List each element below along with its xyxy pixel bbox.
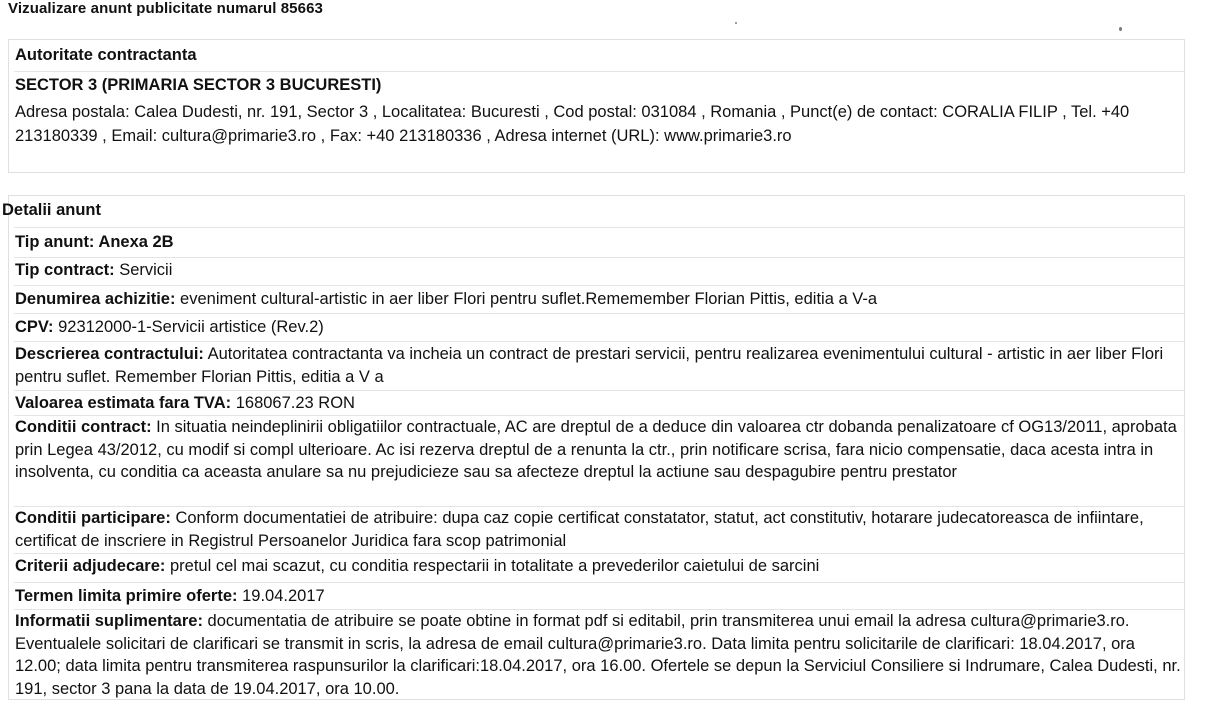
field-value: 168067.23 RON	[231, 394, 355, 412]
field-conditii-participare	[15, 507, 1181, 552]
section-divider	[14, 390, 1184, 391]
authority-address: Adresa postala: Calea Dudesti, nr. 191, Sector 3 , Localitatea: Bucuresti , Cod postal: 031084 , Romania , Punct(e) de contact: CORALIA FILIP , Tel. +40 213180339 , Email: cultura@primarie3.ro , Fax: +40 213180336 , Adresa internet (URL): www.primarie3.ro	[15, 103, 1130, 145]
section-divider	[14, 71, 1184, 72]
field-label: Denumirea achizitie:	[15, 290, 176, 308]
details-section	[2, 195, 1185, 700]
field-label: Termen limita primire oferte:	[15, 587, 238, 605]
section-divider	[14, 341, 1184, 342]
authority-heading: Autoritate contractanta	[15, 46, 197, 64]
section-divider	[14, 285, 1184, 286]
scan-speck	[1119, 27, 1122, 31]
field-descrierea	[15, 343, 1181, 388]
section-divider	[14, 553, 1184, 554]
field-tip-anunt	[15, 231, 1181, 254]
field-value: Servicii	[114, 261, 173, 279]
authority-section	[8, 39, 1185, 173]
field-tip-contract	[15, 259, 1181, 282]
field-termen	[15, 585, 1181, 608]
scan-speck	[735, 22, 737, 24]
field-conditii-contract	[15, 416, 1181, 484]
field-label: Conditii contract:	[15, 418, 152, 436]
field-value: eveniment cultural-artistic in aer liber Flori pentru suflet.Rememember Florian Pittis, editia a V-a	[175, 290, 877, 308]
field-informatii	[15, 610, 1181, 700]
field-label: Descrierea contractului:	[15, 345, 204, 363]
section-divider	[14, 257, 1184, 258]
field-label: Informatii suplimentare:	[15, 612, 203, 630]
field-value: 92312000-1-Servicii artistice (Rev.2)	[53, 318, 324, 336]
field-label: Tip anunt: Anexa 2B	[15, 233, 174, 251]
field-label: Valoarea estimata fara TVA:	[15, 394, 232, 412]
field-cpv	[15, 316, 1181, 339]
field-value: Autoritatea contractanta va incheia un contract de prestari servicii, pentru realizarea evenimentului cultural - artistic in aer liber Flori pentru suflet. Remember Florian Pittis, editia a V a	[15, 345, 1164, 386]
field-denumirea	[15, 288, 1181, 311]
page-title: Vizualizare anunt publicitate numarul 85663	[8, 0, 323, 17]
field-label: Criterii adjudecare:	[15, 557, 166, 575]
details-heading: Detalii anunt	[2, 201, 102, 219]
field-label: Conditii participare:	[15, 509, 171, 527]
section-divider	[14, 582, 1184, 583]
field-value: pretul cel mai scazut, cu conditia respectarii in totalitate a prevederilor caietului de sarcini	[165, 557, 820, 575]
field-value: documentatia de atribuire se poate obtine in format pdf si editabil, prin transmiterea unui email la adresa cultura@primarie3.ro. Eventualele solicitari de clarificari se transmit in scris, la adresa de email cultura@primarie3.ro. Data limita pentru solicitarile de clarificari: 18.04.2017, ora 12.00; data limita pentru transmiterea raspunsurilor la clarificari:18.04.2017, ora 16.00. Ofertele se depun la Serviciul Consiliere si Indrumare, Calea Dudesti, nr. 191, sector 3 pana la data de 19.04.2017, ora 10.00.	[15, 612, 1181, 698]
field-valoarea	[15, 392, 1181, 415]
field-value: In situatia neindeplinirii obligatiilor contractuale, AC are dreptul de a deduce din valoarea ctr dobanda penalizatoare cf OG13/2011, aprobata prin Legea 43/2012, cu modif si compl ulterioare. Ac isi rezerva dreptul de a renunta la ctr., prin notificare scrisa, fara nicio compensatie, daca acesta intra in insolventa, cu conditia ca aceasta anulare sa nu prejudicieze sau sa afecteze dreptul la actiune sau despagubire pentru prestator	[15, 418, 1177, 481]
field-value: 19.04.2017	[237, 587, 325, 605]
section-divider	[14, 227, 1184, 228]
section-divider	[14, 313, 1184, 314]
field-criterii	[15, 555, 1181, 578]
field-label: CPV:	[15, 318, 54, 336]
field-value: Conform documentatiei de atribuire: dupa caz copie certificat constatator, statut, act constitutiv, hotarare judecatoreasca de infiintare, certificat de inscriere in Registrul Persoanelor Juridica fara scop patrimonial	[15, 509, 1144, 550]
field-label: Tip contract:	[15, 261, 115, 279]
authority-name: SECTOR 3 (PRIMARIA SECTOR 3 BUCURESTI)	[15, 76, 382, 94]
